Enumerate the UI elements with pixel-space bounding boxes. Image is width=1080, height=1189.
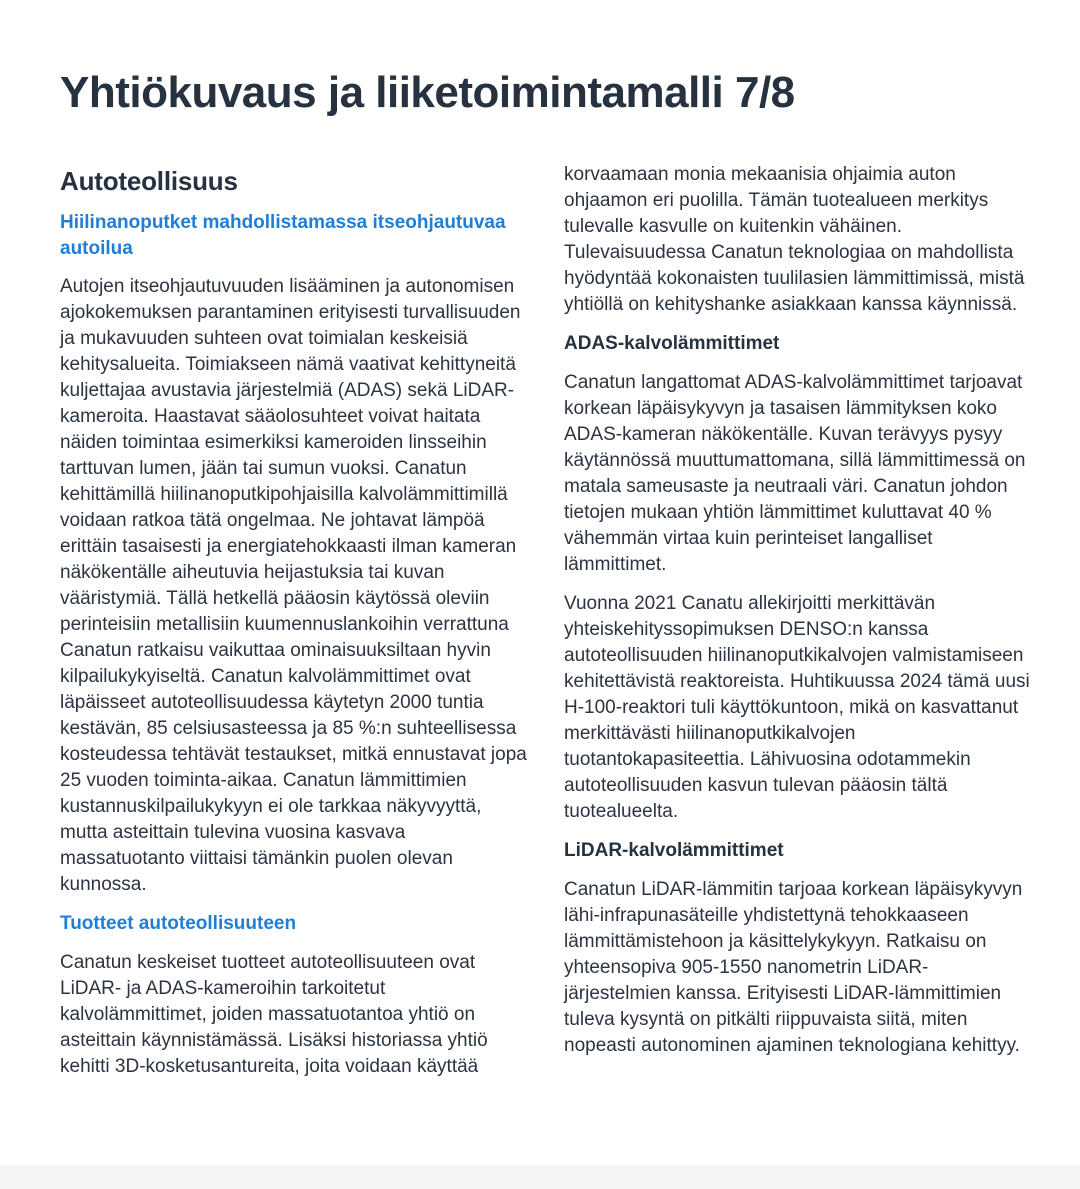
right-column — [564, 162, 1034, 1059]
heading-adas: ADAS-kalvolämmittimet — [564, 333, 780, 354]
subheading-tuotteet: Tuotteet autoteollisuuteen — [60, 913, 297, 934]
page-title: Yhtiökuvaus ja liiketoimintamalli 7/8 — [60, 68, 795, 117]
section-heading-autoteollisuus: Autoteollisuus — [60, 166, 238, 196]
paragraph-denso: Vuonna 2021 Canatu allekirjoitti merkittävän yhteiskehityssopimuksen DENSO:n kanssa autoteollisuuden hiilinanoputkikalvojen valmistamiseen kehitettävistä reaktoreista. Huhtikuussa 2024 tämä uusi H-100-reaktori tuli käyttökuntoon, mikä on kasvattanut merkittävästi hiilinanoputkikalvojen tuotantokapasiteettia. Lähivuosina odotammekin autoteollisuuden kasvun tulevan pääosin tältä tuotealueelta. — [564, 593, 1030, 822]
subheading-hiilinanoputket: Hiilinanoputket mahdollistamassa itseohjautuvaa autoilua — [60, 212, 506, 259]
left-column — [60, 164, 528, 1080]
heading-lidar: LiDAR-kalvolämmittimet — [564, 840, 784, 861]
paragraph-products: Canatun keskeiset tuotteet autoteollisuuteen ovat LiDAR- ja ADAS-kameroihin tarkoitetut kalvolämmittimet, joiden massatuotantoa yhtiö on asteittain käynnistämässä. Lisäksi historiassa yhtiö kehitti 3D-kosketusantureita, joita voidaan käyttää — [60, 952, 488, 1077]
paragraph-adas: Canatun langattomat ADAS-kalvolämmittimet tarjoavat korkean läpäisykyvyn ja tasaisen lämmityksen koko ADAS-kameran näkökentälle. Kuvan terävyys pysyy käytännössä muuttumattomana, sillä lämmittimessä on matala sameusaste ja neutraali väri. Canatun johdon tietojen mukaan yhtiön lämmittimet kuluttavat 40 % vähemmän virtaa kuin perinteiset langalliset lämmittimet. — [564, 372, 1026, 575]
paragraph-products-continued: korvaamaan monia mekaanisia ohjaimia auton ohjaamon eri puolilla. Tämän tuotealueen merkitys tulevalle kasvulle on kuitenkin vähäinen. Tulevaisuudessa Canatun teknologiaa on mahdollista hyödyntää kokonaisten tuulilasien lämmittimissä, mistä yhtiöllä on kehityshanke asiakkaan kanssa käynnissä. — [564, 164, 1025, 315]
paragraph-intro: Autojen itseohjautuvuuden lisääminen ja autonomisen ajokokemuksen parantaminen erityisesti turvallisuuden ja mukavuuden suhteen ovat toimialan keskeisiä kehitysalueita. Toimiakseen nämä vaativat kehittyneitä kuljettajaa avustavia järjestelmiä (ADAS) sekä LiDAR-kameroita. Haastavat sääolosuhteet voivat haitata näiden toimintaa esimerkiksi kameroiden linsseihin tarttuvan lumen, jään tai sumun vuoksi. Canatun kehittämillä hiilinanoputkipohjaisilla kalvolämmittimillä voidaan ratkoa tätä ongelmaa. Ne johtavat lämpöä erittäin tasaisesti ja energiatehokkaasti ilman kameran näkökentälle aiheutuvia heijastuksia tai kuvan vääristymiä. Tällä hetkellä pääosin käytössä oleviin perinteisiin metallisiin kuumennuslankoihin verrattuna Canatun ratkaisu vaikuttaa ominaisuuksiltaan hyvin kilpailukykyiseltä. Canatun kalvolämmittimet ovat läpäisseet autoteollisuudessa käytetyn 2000 tuntia kestävän, 85 celsiusasteessa ja 85 %:n suhteellisessa kosteudessa tehtävät testaukset, mitkä ennustavat jopa 25 vuoden toiminta-aikaa. Canatun lämmittimien kustannuskilpailukykyyn ei ole tarkkaa näkyvyyttä, mutta asteittain tulevina vuosina kasvava massatuotanto viittaisi tämänkin puolen olevan kunnossa. — [60, 276, 527, 895]
paragraph-lidar: Canatun LiDAR-lämmitin tarjoaa korkean läpäisykyvyn lähi-infrapunasäteille yhdistettynä tehokkaaseen lämmittämistehoon ja käsittelykykyyn. Ratkaisu on yhteensopiva 905-1550 nanometrin LiDAR-järjestelmien kanssa. Erityisesti LiDAR-lämmittimien tuleva kysyntä on pitkälti riippuvaista siitä, miten nopeasti autonominen ajaminen teknologiana kehittyy. — [564, 879, 1023, 1056]
